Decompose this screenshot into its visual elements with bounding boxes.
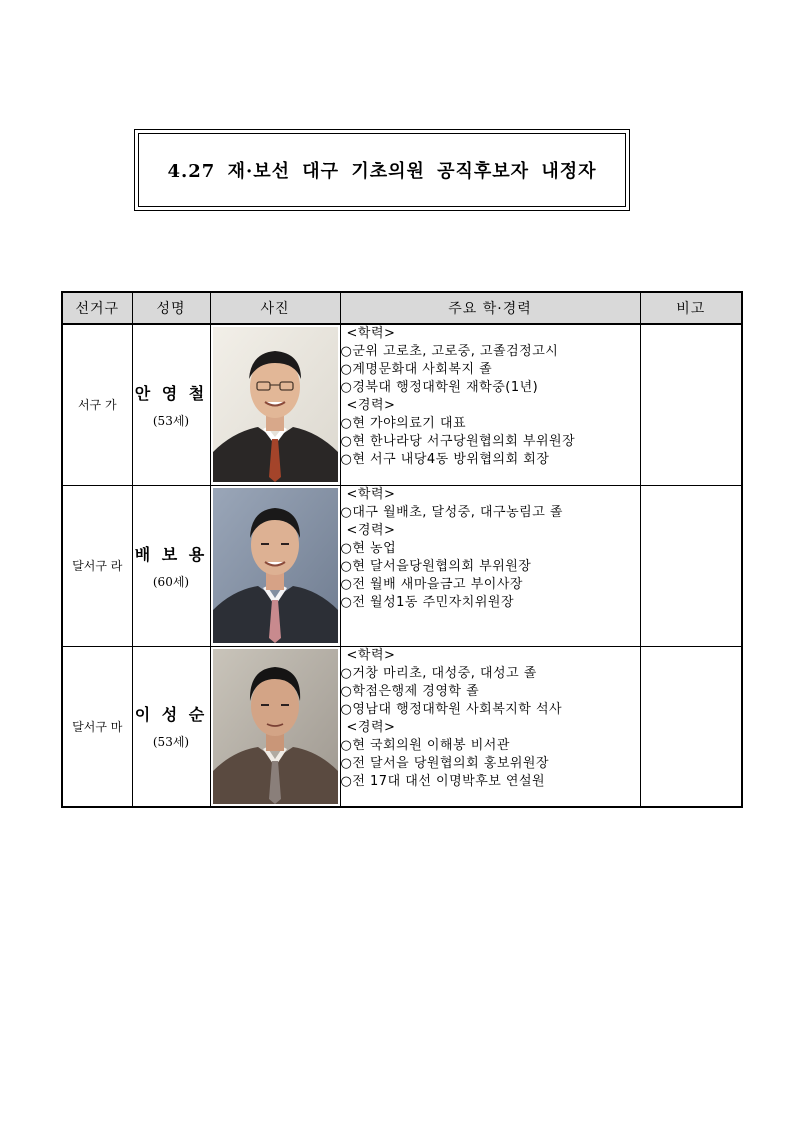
career-line: ○학점은행제 경영학 졸: [340, 683, 480, 699]
district-cell: 서구 가: [62, 324, 132, 485]
career-line: ○현 서구 내당4동 방위협의회 회장: [340, 452, 550, 467]
candidate-photo: [213, 327, 338, 482]
career-line: <학력>: [346, 486, 396, 502]
name-cell: [132, 324, 210, 485]
career-line: <경력>: [346, 398, 396, 413]
note-cell: [640, 485, 742, 646]
career-line: ○전 월배 새마을금고 부이사장: [340, 576, 523, 592]
header-name: 성명: [132, 292, 210, 324]
career-line: ○영남대 행정대학원 사회복지학 석사: [340, 701, 563, 717]
career-line: ○군위 고로초, 고로중, 고졸검정고시: [340, 344, 559, 359]
table-row: [62, 485, 742, 646]
candidate-name: 배 보 용: [134, 544, 208, 564]
career-line: ○현 한나라당 서구당원협의회 부위원장: [340, 434, 576, 449]
career-cell: [340, 646, 640, 807]
header-district: 선거구: [62, 292, 132, 324]
career-line: <경력>: [346, 719, 396, 735]
career-line: ○거창 마리초, 대성중, 대성고 졸: [340, 665, 537, 681]
name-cell: [132, 646, 210, 807]
career-line: ○전 17대 대선 이명박후보 연설원: [340, 773, 546, 789]
career-cell: [340, 485, 640, 646]
career-line: <학력>: [346, 326, 396, 341]
career-line: ○대구 월배초, 달성중, 대구농림고 졸: [340, 504, 563, 520]
candidate-age: (53세): [152, 413, 190, 428]
candidate-age: (53세): [152, 735, 190, 750]
career-line: <학력>: [346, 647, 396, 663]
career-line: ○경북대 행정대학원 재학중(1년): [340, 380, 539, 395]
district-cell: 달서구 라: [62, 485, 132, 646]
career-cell: [340, 324, 640, 485]
career-line: ○전 달서을 당원협의회 홍보위원장: [340, 755, 550, 771]
table-row: [62, 646, 742, 807]
career-line: ○전 월성1동 주민자치위원장: [340, 594, 515, 610]
candidate-name: 안 영 철: [134, 383, 208, 403]
candidate-table: [61, 291, 743, 808]
header-note: 비고: [640, 292, 742, 324]
name-cell: [132, 485, 210, 646]
career-line: ○현 가야의료기 대표: [340, 416, 467, 431]
document-title: 4.27 재·보선 대구 기초의원 공직후보자 내정자: [167, 161, 597, 182]
table-header-row: [62, 292, 742, 324]
title-inner-frame: [138, 133, 626, 207]
career-line: ○현 농업: [340, 540, 397, 556]
header-photo: 사진: [210, 292, 340, 324]
note-cell: [640, 324, 742, 485]
candidate-name: 이 성 순: [134, 705, 208, 725]
note-cell: [640, 646, 742, 807]
photo-cell: [210, 485, 340, 646]
header-career: 주요 학·경력: [340, 292, 640, 324]
photo-cell: [210, 324, 340, 485]
career-line: ○현 국회의원 이해봉 비서관: [340, 737, 510, 753]
table-row: [62, 324, 742, 485]
career-line: ○계명문화대 사회복지 졸: [340, 362, 493, 377]
photo-cell: [210, 646, 340, 807]
title-box: [134, 129, 630, 211]
career-line: <경력>: [346, 522, 396, 538]
candidate-age: (60세): [152, 574, 190, 589]
career-line: ○현 달서을당원협의회 부위원장: [340, 558, 532, 574]
candidate-photo: [213, 488, 338, 643]
candidate-photo: [213, 649, 338, 804]
district-cell: 달서구 마: [62, 646, 132, 807]
